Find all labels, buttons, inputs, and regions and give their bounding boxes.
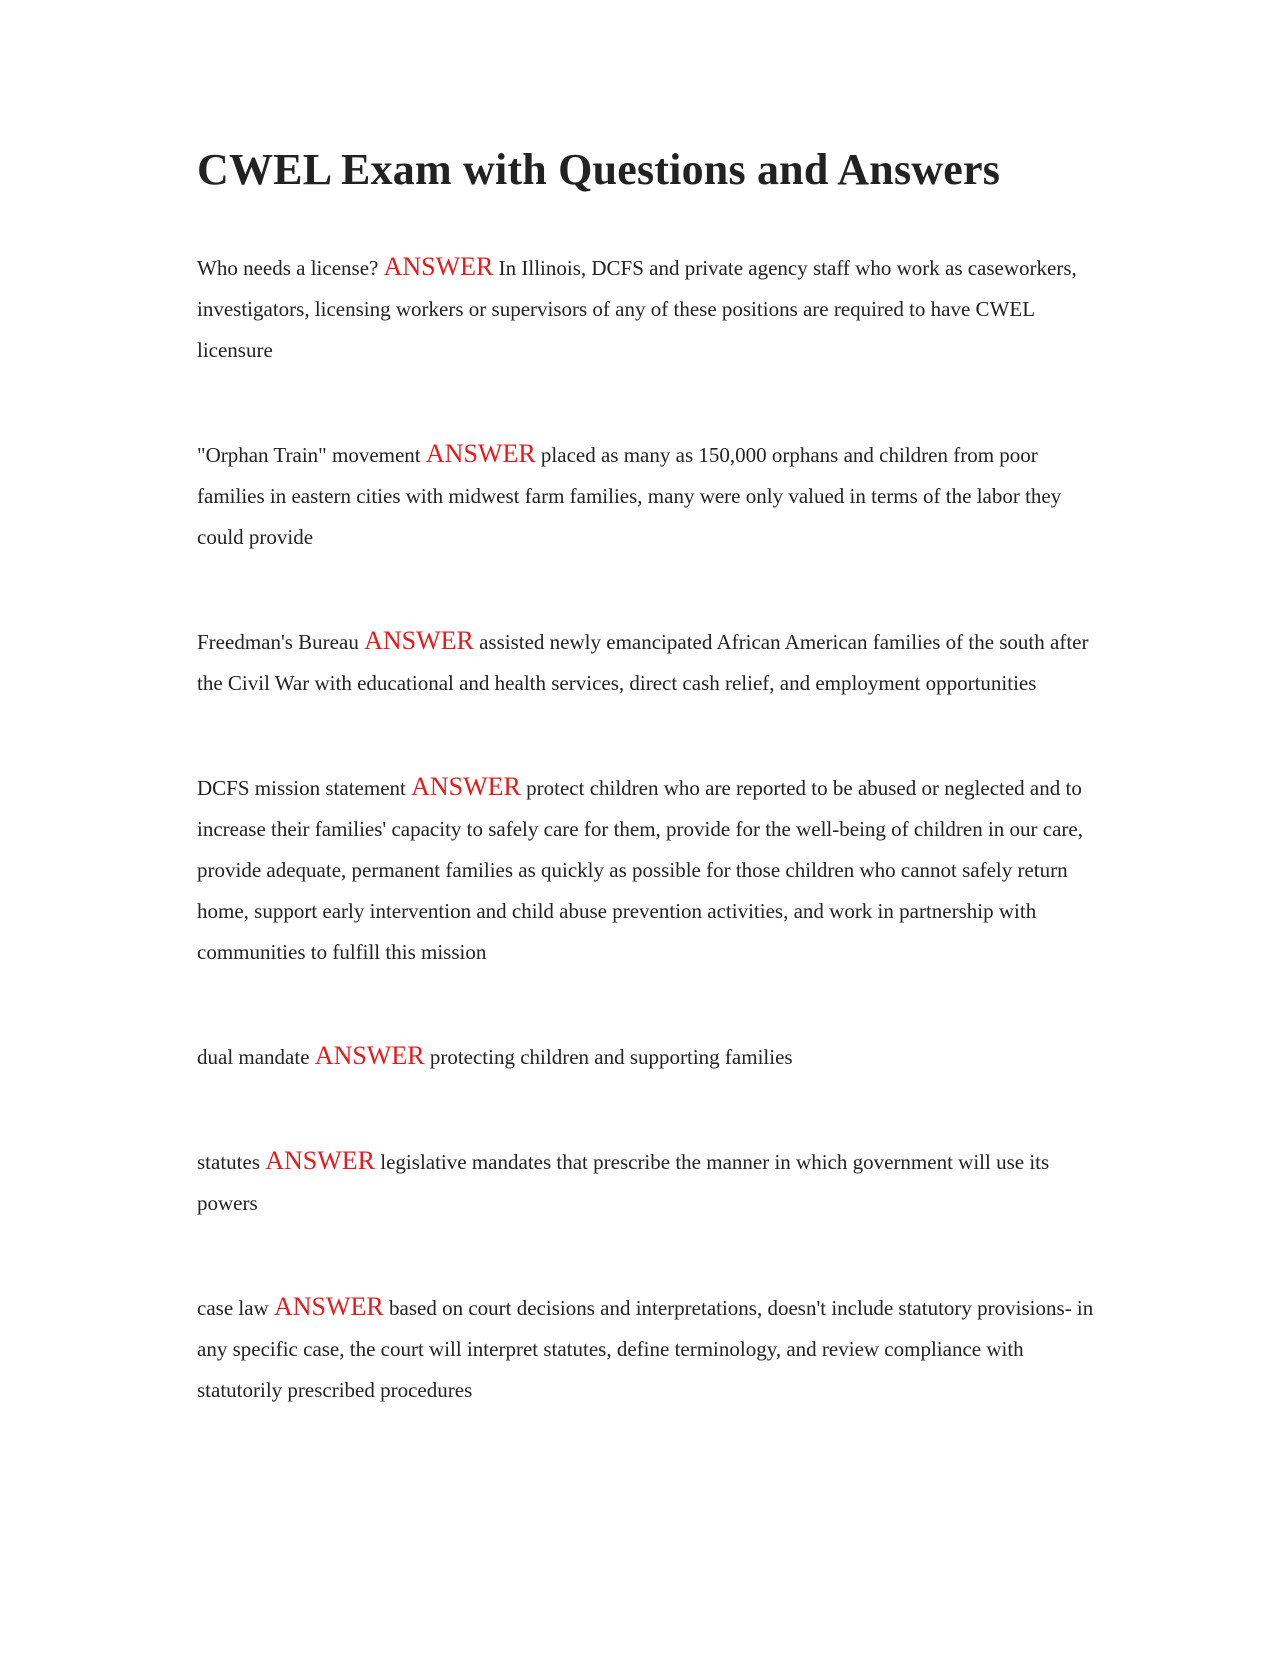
answer-label: ANSWER (314, 1041, 425, 1070)
question-text: dual mandate (197, 1045, 310, 1069)
question-text: case law (197, 1296, 269, 1320)
answer-text: legislative mandates that prescribe the manner in which government will use its powers (197, 1150, 1050, 1215)
question-text: statutes (197, 1150, 260, 1174)
question-text: Freedman's Bureau (197, 630, 359, 654)
answer-text: protecting children and supporting families (429, 1045, 793, 1069)
answer-text: placed as many as 150,000 orphans and children from poor families in eastern cities with midwest farm families, many were only valued in terms of the labor they could provide (197, 443, 1062, 549)
qa-item (197, 246, 1097, 371)
answer-text: based on court decisions and interpretations, doesn't include statutory provisions- in any specific case, the court will interpret statutes, define terminology, and review compliance with statutorily prescribed procedures (197, 1296, 1094, 1402)
qa-item (197, 766, 1097, 973)
answer-text: assisted newly emancipated African American families of the south after the Civil War with educational and health services, direct cash relief, and employment opportunities (197, 630, 1089, 695)
question-text: Who needs a license? (197, 256, 379, 280)
qa-item (197, 1286, 1097, 1411)
answer-label: ANSWER (411, 772, 521, 801)
answer-label: ANSWER (364, 626, 474, 655)
qa-item (197, 620, 1097, 704)
answer-text: In Illinois, DCFS and private agency staff who work as caseworkers, investigators, licensing workers or supervisors of any of these positions are required to have CWEL licensure (197, 256, 1077, 362)
answer-label: ANSWER (383, 252, 494, 281)
answer-label: ANSWER (425, 439, 536, 468)
question-text: DCFS mission statement (197, 776, 406, 800)
answer-label: ANSWER (273, 1292, 384, 1321)
question-text: "Orphan Train" movement (197, 443, 421, 467)
page-title: CWEL Exam with Questions and Answers (197, 145, 1001, 194)
document-page (197, 140, 1097, 1473)
qa-item (197, 1035, 1097, 1078)
answer-label: ANSWER (265, 1146, 376, 1175)
qa-item (197, 433, 1097, 558)
answer-text: protect children who are reported to be abused or neglected and to increase their families' capacity to safely care for them, provide for the well-being of children in our care, provide adequate, permanent families as quickly as possible for those children who cannot safely return home, support early intervention and child abuse prevention activities, and work in partnership with communities to fulfill this mission (197, 776, 1083, 964)
qa-item (197, 1140, 1097, 1224)
